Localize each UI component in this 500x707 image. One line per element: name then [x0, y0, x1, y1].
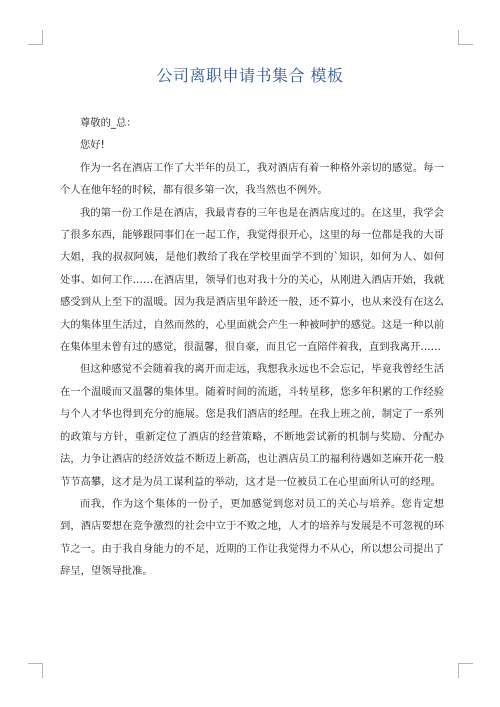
document-title: 公司离职申请书集合 模板: [156, 66, 344, 85]
paragraph-4: 而我，作为这个集体的一份子，更加感觉到您对员工的关心与培养。您肯定想到，酒店要想在竞争激烈的社会中立于不败之地，人才的培养与发展是不可忽视的环节之一。由于我自身能力的不足，近期的工作让我觉得力不从心，所以想公司提出了辞呈，望领导批准。: [60, 497, 444, 578]
paragraph-1: 作为一名在酒店工作了大半年的员工，我对酒店有着一种格外亲切的感觉。每一个人在他年轻的时候，都有很多第一次，我当然也不例外。: [60, 161, 444, 197]
greeting: 您好!: [80, 139, 105, 152]
paragraph-3: 但这种感觉不会随着我的离开而走远，我想我永远也不会忘记，毕竟我曾经生活在一个温暖而又温馨的集体里。随着时间的流逝，斗转星移，您多年积累的工作经验与个人才华也得到充分的施展。您是我们酒店的经理。在我上班之前，制定了一系列的政策与方针，重新定位了酒店的经营策略，不断地尝试新的机制与奖励、分配办法，力争让酒店的经济效益不断迈上新高，也让酒店员工的福利待遇如芝麻开花一般节节高攀，这才是为员工谋利益的举动，这才是一位被员工在心里面所认可的经理。: [60, 363, 444, 488]
salutation: 尊敬的_总：: [80, 117, 137, 129]
document-body: [60, 112, 444, 583]
crop-mark-bottom-left: [28, 663, 43, 678]
crop-mark-bottom-right: [458, 663, 473, 678]
paragraph-2: 我的第一份工作是在酒店，我最青春的三年也是在酒店度过的。在这里，我学会了很多东西，能够跟同事们在一起工作，我觉得很开心，这里的每一位都是我的大哥大姐，我的叔叔阿姨，是他们教给了我在学校里面学不到的`知识，如何为人、如何处事、如何工作……在酒店里，领导们也对我十分的关心，从刚进入酒店开始，我就感受到从上至下的温暖。因为我是酒店里年龄还一般，还不算小，也从来没有在这么大的集体里生活过，自然而然的，心里面就会产生一种被呵护的感觉。这是一种以前在集体里未曾有过的感觉，很温馨，很自豪，而且它一直陪伴着我，直到我离开……: [60, 206, 444, 354]
crop-mark-top-right: [458, 30, 473, 45]
crop-mark-top-left: [28, 30, 43, 45]
